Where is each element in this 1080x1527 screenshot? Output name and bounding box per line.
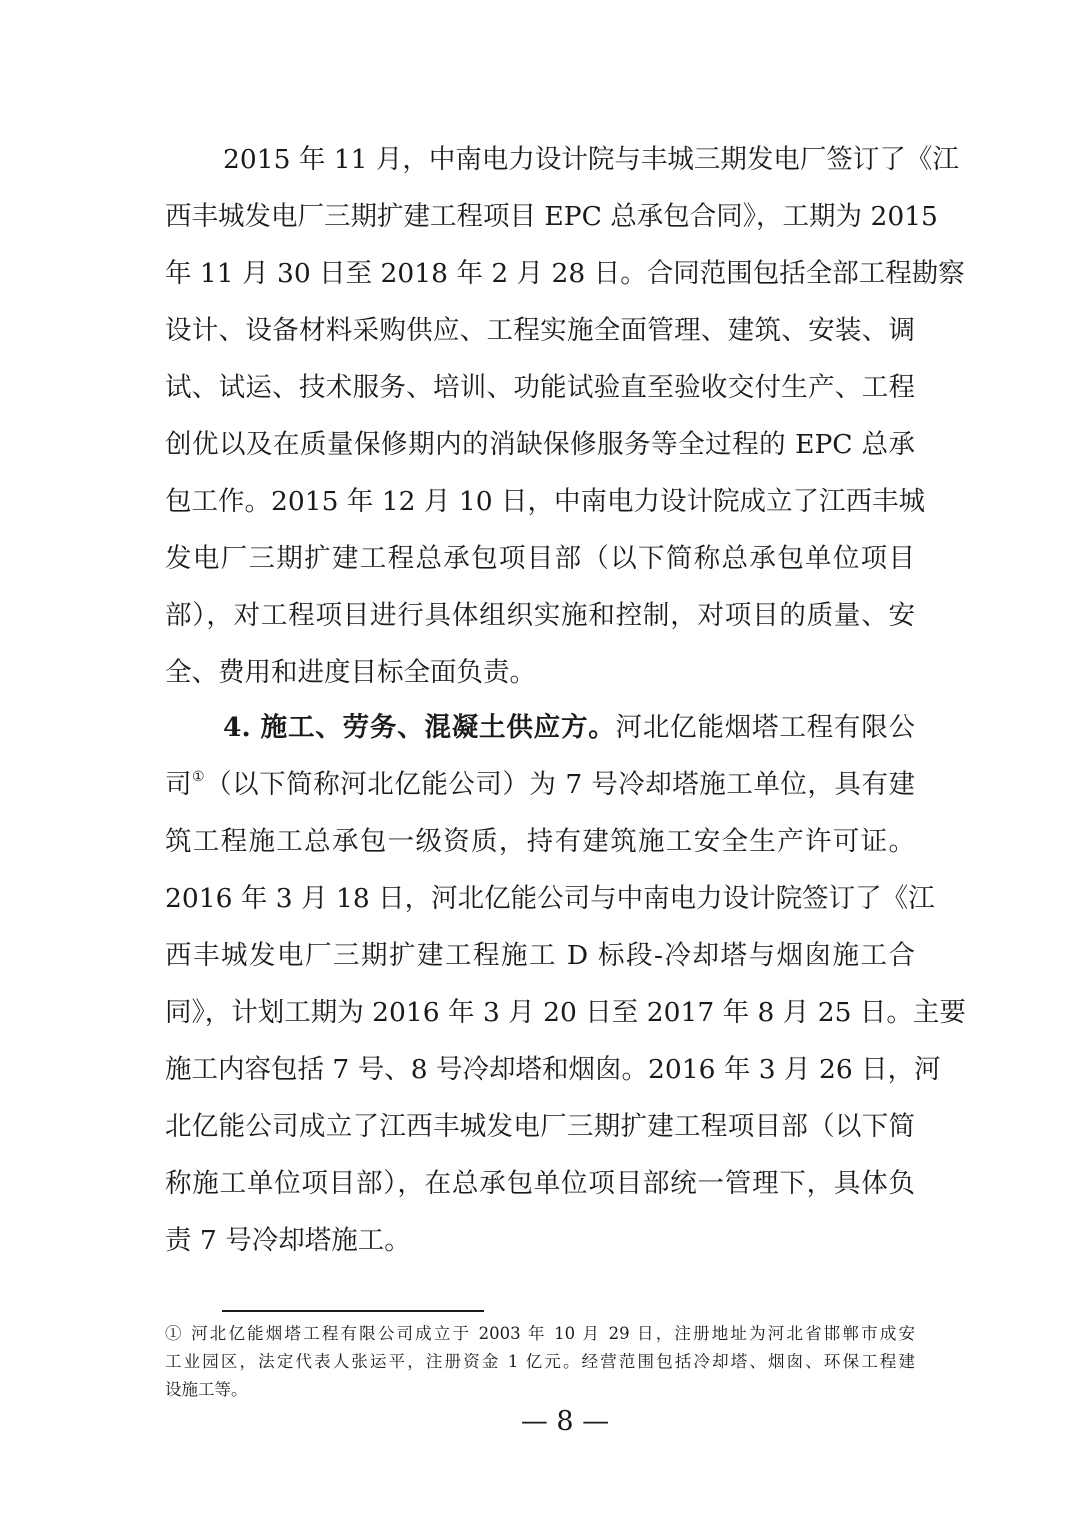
paragraph-line: 创优以及在质量保修期内的消缺保修服务等全过程的 EPC 总承	[165, 429, 915, 460]
paragraph-line	[223, 708, 915, 748]
paragraph-line: 部），对工程项目进行具体组织实施和控制，对项目的质量、安	[165, 600, 915, 631]
paragraph-line: 西丰城发电厂三期扩建工程项目 EPC 总承包合同》，工期为 2015	[165, 201, 938, 232]
footnote-line: 工业园区，法定代表人张运平，注册资金 1 亿元。经营范围包括冷却塔、烟囱、环保工程建	[165, 1352, 915, 1371]
paragraph-line: 包工作。2015 年 12 月 10 日，中南电力设计院成立了江西丰城	[165, 486, 925, 517]
paragraph-line	[165, 765, 915, 805]
paragraph-line: 年 11 月 30 日至 2018 年 2 月 28 日。合同范围包括全部工程勘察	[165, 258, 965, 289]
page-number: — 8 —	[520, 1406, 610, 1437]
footnote-line: ① 河北亿能烟塔工程有限公司成立于 2003 年 10 月 29 日，注册地址为河北省邯郸市成安	[165, 1324, 915, 1343]
paragraph-line: 全、费用和进度目标全面负责。	[165, 657, 536, 688]
paragraph-line: 发电厂三期扩建工程总承包项目部（以下简称总承包单位项目	[165, 543, 915, 574]
paragraph-line: 试、试运、技术服务、培训、功能试验直至验收交付生产、工程	[165, 372, 915, 403]
paragraph-line: 责 7 号冷却塔施工。	[165, 1225, 411, 1256]
paragraph-text: 河北亿能烟塔工程有限公	[615, 712, 916, 743]
paragraph-line: 北亿能公司成立了江西丰城发电厂三期扩建工程项目部（以下简	[165, 1111, 915, 1142]
paragraph-line: 同》，计划工期为 2016 年 3 月 20 日至 2017 年 8 月 25 日。主要	[165, 997, 966, 1028]
paragraph-text: （以下简称河北亿能公司）为 7 号冷却塔施工单位，具有建	[205, 769, 915, 800]
paragraph-line: 施工内容包括 7 号、8 号冷却塔和烟囱。2016 年 3 月 26 日，河	[165, 1054, 941, 1085]
paragraph-line: 设计、设备材料采购供应、工程实施全面管理、建筑、安装、调	[165, 315, 915, 346]
paragraph-line: 西丰城发电厂三期扩建工程施工 D 标段-冷却塔与烟囱施工合	[165, 940, 915, 971]
paragraph-line: 2015 年 11 月，中南电力设计院与丰城三期发电厂签订了《江	[223, 144, 959, 175]
section-heading: 4. 施工、劳务、混凝土供应方。	[223, 712, 616, 743]
paragraph-text: 司	[165, 769, 193, 800]
paragraph-line: 筑工程施工总承包一级资质，持有建筑施工安全生产许可证。	[165, 826, 915, 857]
footnote-marker: ①	[192, 769, 206, 785]
paragraph-line: 称施工单位项目部），在总承包单位项目部统一管理下，具体负	[165, 1168, 915, 1199]
footnote-line: 设施工等。	[165, 1380, 248, 1399]
paragraph-line: 2016 年 3 月 18 日，河北亿能公司与中南电力设计院签订了《江	[165, 883, 935, 914]
footnote-divider	[222, 1310, 484, 1312]
